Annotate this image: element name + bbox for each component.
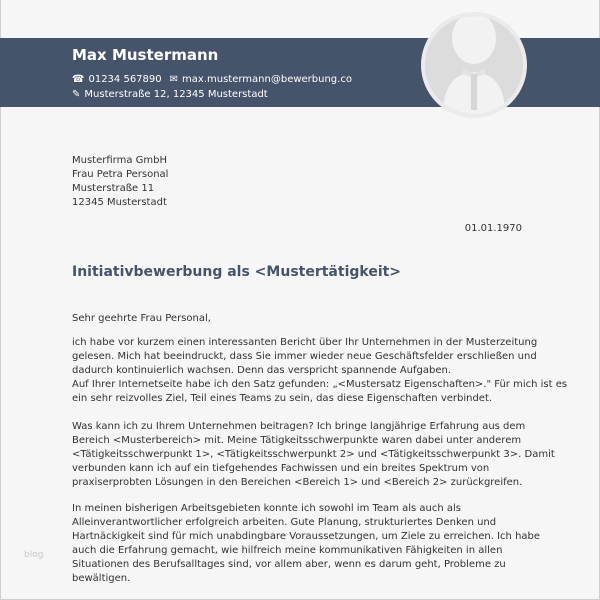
text-line: verbunden kann ich auf ein tiefgehendes Fachwissen und ein breites Spektrum von — [72, 463, 490, 474]
applicant-name: Max Mustermann — [72, 46, 219, 64]
body-paragraph — [72, 420, 555, 490]
text-line: Bereich <Musterbereich> mit. Meine Tätigkeitsschwerpunkte waren dabei unter anderem — [72, 435, 522, 446]
phone-icon: ☎ — [72, 74, 85, 85]
salutation: Sehr geehrte Frau Personal, — [72, 313, 211, 324]
phone: 01234 567890 — [88, 74, 162, 85]
address: Musterstraße 12, 12345 Musterstadt — [84, 89, 268, 100]
avatar — [421, 12, 527, 118]
text-line: auch die Erfahrung gemacht, wie hilfreich meine kommunikativen Fähigkeiten in allen — [72, 545, 503, 556]
recipient-line: 12345 Musterstadt — [72, 197, 167, 208]
text-line: gelesen. Mich hat beeindruckt, dass Sie immer wieder neue Geschäftsfelder erschließen und — [72, 351, 537, 362]
text-line: ich habe vor kurzem einen interessanten Bericht über Ihr Unternehmen in der Musterzeitung — [72, 337, 538, 348]
text-line: praxiserprobten Lösungen in den Bereichen <Bereich 1> und <Bereich 2> zurückgreifen. — [72, 477, 523, 488]
body-paragraph — [72, 502, 540, 586]
text-line: Situationen des Berufsalltages sind, vor allem aber, wenn es darum geht, Probleme zu — [72, 559, 506, 570]
recipient-line: Musterfirma GmbH — [72, 155, 167, 166]
recipient-address — [72, 154, 168, 210]
letter-date: 01.01.1970 — [464, 223, 522, 234]
text-line: In meinen bisherigen Arbeitsgebieten konnte ich sowohl im Team als auch als — [72, 503, 461, 514]
person-silhouette-icon — [425, 16, 523, 114]
body-paragraph — [72, 336, 567, 406]
email-icon: ✉ — [169, 74, 179, 85]
text-line: Alleinverantwortlicher erfolgreich arbeiten. Gute Planung, strukturiertes Denken und — [72, 517, 497, 528]
address-icon: ✎ — [72, 89, 81, 100]
subject-line: Initiativbewerbung als <Mustertätigkeit> — [72, 264, 402, 280]
watermark: blog — [24, 550, 44, 560]
email: max.mustermann@bewerbung.co — [182, 74, 352, 85]
recipient-line: Musterstraße 11 — [72, 183, 155, 194]
text-line: Auf Ihrer Internetseite habe ich den Satz gefunden: „<Mustersatz Eigenschaften>." Für mich ist es — [72, 379, 568, 390]
text-line: bewältigen. — [72, 573, 131, 584]
text-line: Was kann ich zu Ihrem Unternehmen beitragen? Ich bringe langjährige Erfahrung aus dem — [72, 421, 526, 432]
text-line: dadurch kontinuierlich wachsen. Denn das verspricht spannende Aufgaben. — [72, 365, 452, 376]
recipient-line: Frau Petra Personal — [72, 169, 169, 180]
text-line: <Tätigkeitsschwerpunkt 1>, <Tätigkeitsschwerpunkt 2> und <Tätigkeitsschwerpunkt 3>. Damit — [72, 449, 555, 460]
text-line: Hartnäckigkeit sind für mich unabdingbare Voraussetzungen, um Ziele zu erreichen. Ich habe — [72, 531, 541, 542]
address-line — [72, 89, 272, 100]
contact-line — [72, 74, 356, 85]
text-line: ein sehr reizvolles Ziel, Teil eines Teams zu sein, das diese Eigenschaften verbindet. — [72, 393, 493, 404]
